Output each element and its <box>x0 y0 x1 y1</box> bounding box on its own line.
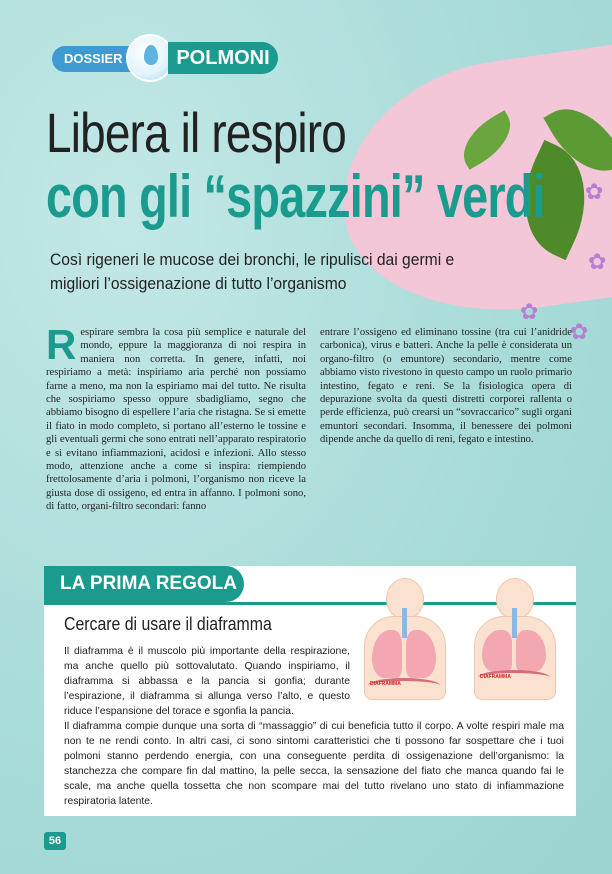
drop-cap: R <box>46 321 77 368</box>
article-column-1 <box>46 321 306 514</box>
article-column-2 <box>320 326 572 447</box>
box-text-wide: Il diaframma compie dunque una sorta di “massaggio” di cui beneficia tutto il corpo. A volte respiri male ma non te ne rendi conto. In altri casi, ci sono sintomi caratteristici che ti possono far sospettare che i tuoi polmoni stanno perdendo energia, con una conseguente perdita di ossigenazione dell’organismo: la stanchezza che compare fin dal mattino, la pelle secca, la sensazione del fiato che manca quando fai le scale, ma anche quella tossetta che non scompare mai del tutto rivelano uno stato di infiammazione respiratoria latente. <box>64 721 564 807</box>
section-badge <box>42 34 278 82</box>
page-number: 56 <box>44 832 66 850</box>
trachea-shape <box>402 608 407 638</box>
flower-icon: ✿ <box>570 320 589 345</box>
headline-line-1: Libera il respiro <box>46 101 346 164</box>
water-drop-icon <box>126 34 174 82</box>
flower-icon: ✿ <box>520 300 539 325</box>
standfirst: Così rigeneri le mucose dei bronchi, le ripulisci dai germi e migliori l’ossigenazione di tutto l’organismo <box>50 250 455 293</box>
article-text: espirare sembra la cosa più semplice e naturale del mondo, eppure la maggioranza di noi respira in maniera non corretta. In genere, infatti, noi respiriamo a metà: inspiriamo aria perché non possiamo farne a meno, ma non la espiriamo mai del tutto. Ne risulta che sospiriamo spesso oppure sbadigliamo, segno che abbiamo bisogno di espellere l’aria che ristagna. Se si emette il fiato in modo completo, si portano all’esterno le tossine e gli eventuali germi che sono entrati nell’apparato respiratorio e si evitano infiammazioni, acidosi e infezioni. Allo stesso modo, attenzione anche a come si inspira: riempiendo frettolosamente d’aria i polmoni, l’organismo non riceve la giusta dose di ossigeno, ed entra in affanno. I polmoni sono, di fatto, organi-filtro secondari: fanno <box>46 327 306 513</box>
flower-icon: ✿ <box>588 250 607 275</box>
figure-label: DIAFRAMMA <box>480 674 511 680</box>
box-header: LA PRIMA REGOLA <box>44 566 244 602</box>
box-text-narrow: Il diaframma è il muscolo più importante della respirazione, ma anche quello più sottovalutato. Quando inspiriamo, il diaframma si abbassa e la pancia si gonfia; durante l’espirazione, il diaframma si allunga verso l’alto, e questo riduce l’espansione del torace e sgonfia la pancia. <box>64 646 350 717</box>
section-label: DOSSIER <box>52 46 172 72</box>
flower-icon: ✿ <box>585 180 604 205</box>
headline-line-2: con gli “spazzini” verdi <box>46 163 545 230</box>
figure-label: DIAFRAMMA <box>370 681 401 687</box>
trachea-shape <box>512 608 517 638</box>
box-subtitle: Cercare di usare il diaframma <box>64 614 272 634</box>
box-text <box>64 644 564 809</box>
topic-label: POLMONI <box>168 42 278 74</box>
article-text: entrare l’ossigeno ed eliminano tossine (tra cui l’anidride carbonica), virus e batteri. Anche la pelle è considerata un organo-filtro (o emuntore) secondario, mentre come abbiamo visto rivestono in questo campo un ruolo primario intestino, fegato e reni. Se la fisiologica opera di depurazione svolta da questi distretti corporei rallenta o perde efficienza, può crearsi un “sovraccarico” sugli organi emuntori secondari. Insomma, il benessere dei polmoni dipende anche da quello di reni, fegato e intestino. <box>320 327 572 446</box>
